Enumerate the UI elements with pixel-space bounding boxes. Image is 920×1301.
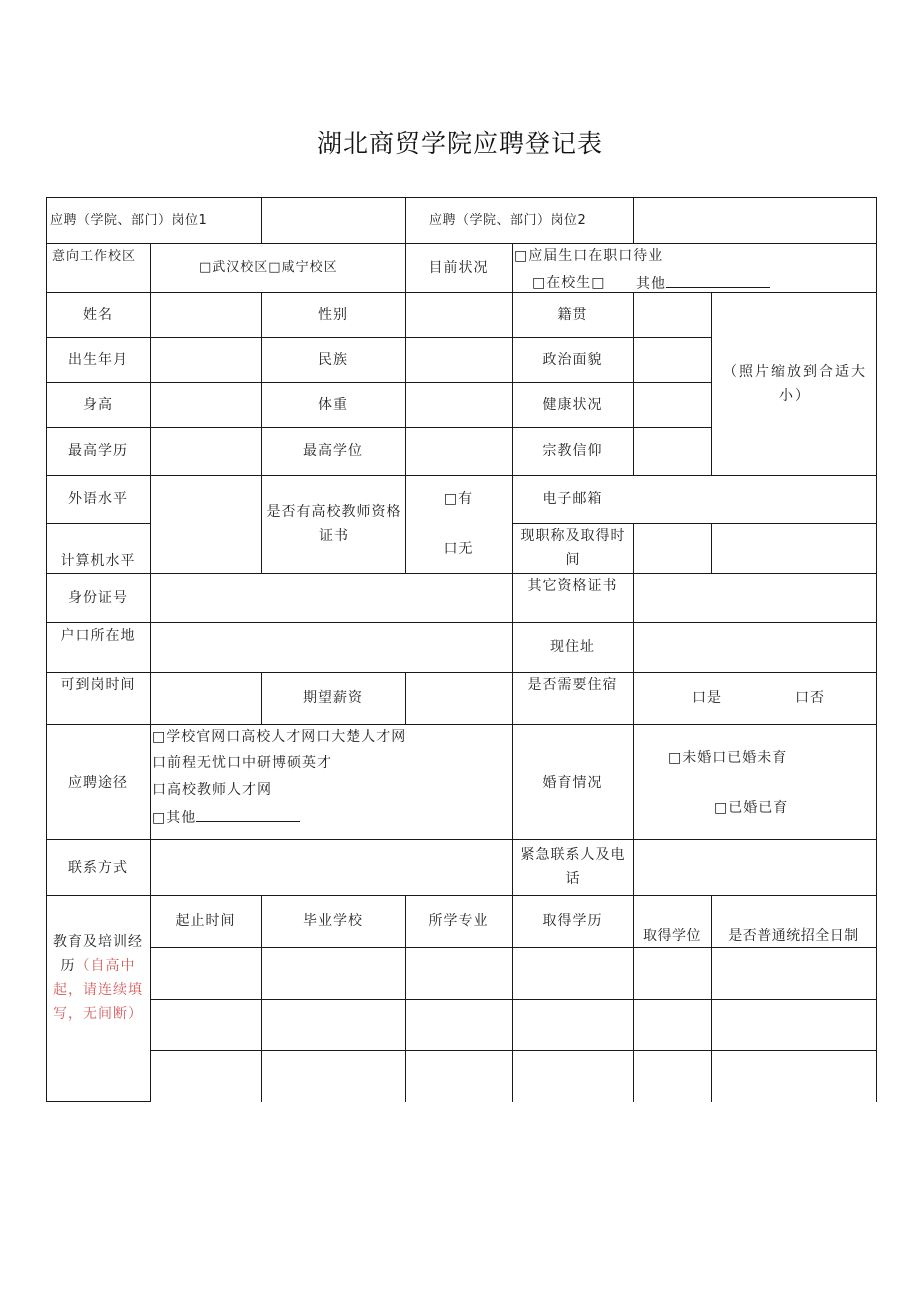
teacher-cert-yes[interactable]: □有 (443, 491, 474, 507)
health-label: 健康状况 (542, 397, 603, 413)
grid-line (46, 475, 877, 476)
phone-label: 联系方式 (68, 860, 128, 876)
edu-history-title: 教育及培训经历 (53, 934, 143, 974)
grid-line (46, 427, 712, 428)
edu-header-major: 所学专业 (428, 913, 489, 929)
position1-label: 应聘（学院、部门）岗位1 (50, 213, 208, 228)
housing-yes[interactable]: 口是 (692, 690, 722, 706)
housing-no[interactable]: 口否 (795, 690, 825, 706)
degree-label: 最高学位 (303, 443, 363, 459)
campus-options[interactable]: □武汉校区□咸宁校区 (199, 260, 338, 275)
marriage-options-line2[interactable]: □已婚已育 (714, 800, 789, 816)
hukou-label: 户口所在地 (60, 628, 136, 644)
edu-header-education: 取得学历 (542, 913, 603, 929)
arrival-label: 可到岗时间 (60, 677, 136, 693)
edu-history-note: （自高中起，请连续填写，无间断） (53, 958, 143, 1022)
status-options-line2[interactable]: □在校生□ (532, 275, 606, 291)
grid-line (150, 243, 151, 292)
weight-label: 体重 (318, 397, 348, 413)
status-other-label: 其他 (636, 276, 666, 292)
photo-placeholder[interactable]: （照片缩放到合适大小） (723, 364, 867, 404)
channel-other-label: □其他 (152, 810, 197, 826)
grid-line (46, 895, 877, 896)
grid-line (46, 382, 712, 383)
marriage-options-line1[interactable]: □未婚口已婚未育 (668, 750, 788, 766)
channel-other[interactable] (152, 805, 300, 830)
grid-line (405, 197, 406, 243)
ethnicity-label: 民族 (318, 352, 348, 368)
teacher-cert-label: 是否有高校教师资格证书 (266, 504, 402, 544)
grid-line (46, 523, 150, 524)
height-label: 身高 (83, 397, 113, 413)
birth-label: 出生年月 (68, 352, 128, 368)
grid-line (46, 197, 47, 1102)
grid-line (46, 243, 877, 244)
computer-label: 计算机水平 (60, 553, 136, 569)
marriage-label: 婚育情况 (542, 775, 603, 791)
grid-line (633, 523, 634, 724)
position1-field[interactable] (262, 198, 404, 242)
status-label: 目前状况 (428, 260, 489, 276)
position2-field[interactable] (634, 198, 875, 242)
grid-line (46, 622, 877, 623)
religion-label: 宗教信仰 (542, 443, 603, 459)
grid-line (512, 724, 513, 895)
grid-line (405, 672, 406, 724)
status-other-line (666, 271, 770, 288)
grid-line (150, 1050, 877, 1051)
grid-line (633, 724, 634, 895)
grid-line (711, 523, 712, 573)
campus-label: 意向工作校区 (52, 249, 137, 264)
gender-label: 性别 (318, 307, 348, 323)
status-options-line1[interactable]: □应届生口在职口待业 (514, 248, 664, 264)
email-label: 电子邮箱 (542, 491, 603, 507)
grid-line (46, 1101, 150, 1102)
grid-line (46, 839, 877, 840)
grid-line (512, 243, 513, 292)
salary-label: 期望薪资 (303, 690, 363, 706)
grid-line (876, 197, 877, 1102)
position2-label: 应聘（学院、部门）岗位2 (429, 213, 587, 228)
native-place-label: 籍贯 (557, 307, 588, 323)
channel-other-line (196, 805, 300, 822)
edu-header-degree: 取得学位 (643, 928, 701, 944)
channel-line3[interactable]: 口高校教师人才网 (152, 782, 272, 798)
grid-line (711, 292, 712, 475)
political-label: 政治面貌 (542, 352, 603, 368)
channel-line1[interactable]: □学校官网口高校人才网口大楚人才网 (152, 729, 407, 745)
grid-line (150, 724, 151, 895)
grid-line (46, 337, 712, 338)
name-label: 姓名 (83, 307, 113, 323)
emergency-contact-label: 紧急联系人及电话 (520, 847, 626, 887)
teacher-cert-no[interactable]: 口无 (443, 541, 474, 557)
channel-label: 应聘途径 (68, 775, 128, 791)
grid-line (633, 292, 634, 475)
grid-line (46, 672, 877, 673)
grid-line (150, 292, 151, 672)
edu-header-school: 毕业学校 (303, 913, 363, 929)
other-cert-label: 其它资格证书 (527, 578, 618, 594)
grid-line (405, 292, 406, 573)
housing-label: 是否需要住宿 (527, 677, 618, 693)
grid-line (150, 672, 151, 724)
education-label: 最高学历 (68, 443, 128, 459)
grid-line (150, 999, 877, 1000)
grid-line (261, 292, 262, 573)
address-label: 现住址 (550, 639, 595, 655)
grid-line (46, 573, 877, 574)
id-number-label: 身份证号 (68, 590, 128, 606)
edu-history-label (50, 930, 146, 1026)
edu-header-period: 起止时间 (175, 913, 236, 929)
edu-header-fulltime: 是否普通统招全日制 (728, 928, 859, 944)
language-label: 外语水平 (68, 491, 128, 507)
status-other[interactable] (636, 271, 770, 296)
page-title: 湖北商贸学院应聘登记表 (316, 129, 603, 158)
channel-line2[interactable]: 口前程无忧口中研博硕英才 (152, 755, 332, 771)
title-time-label: 现职称及取得时间 (520, 528, 626, 568)
